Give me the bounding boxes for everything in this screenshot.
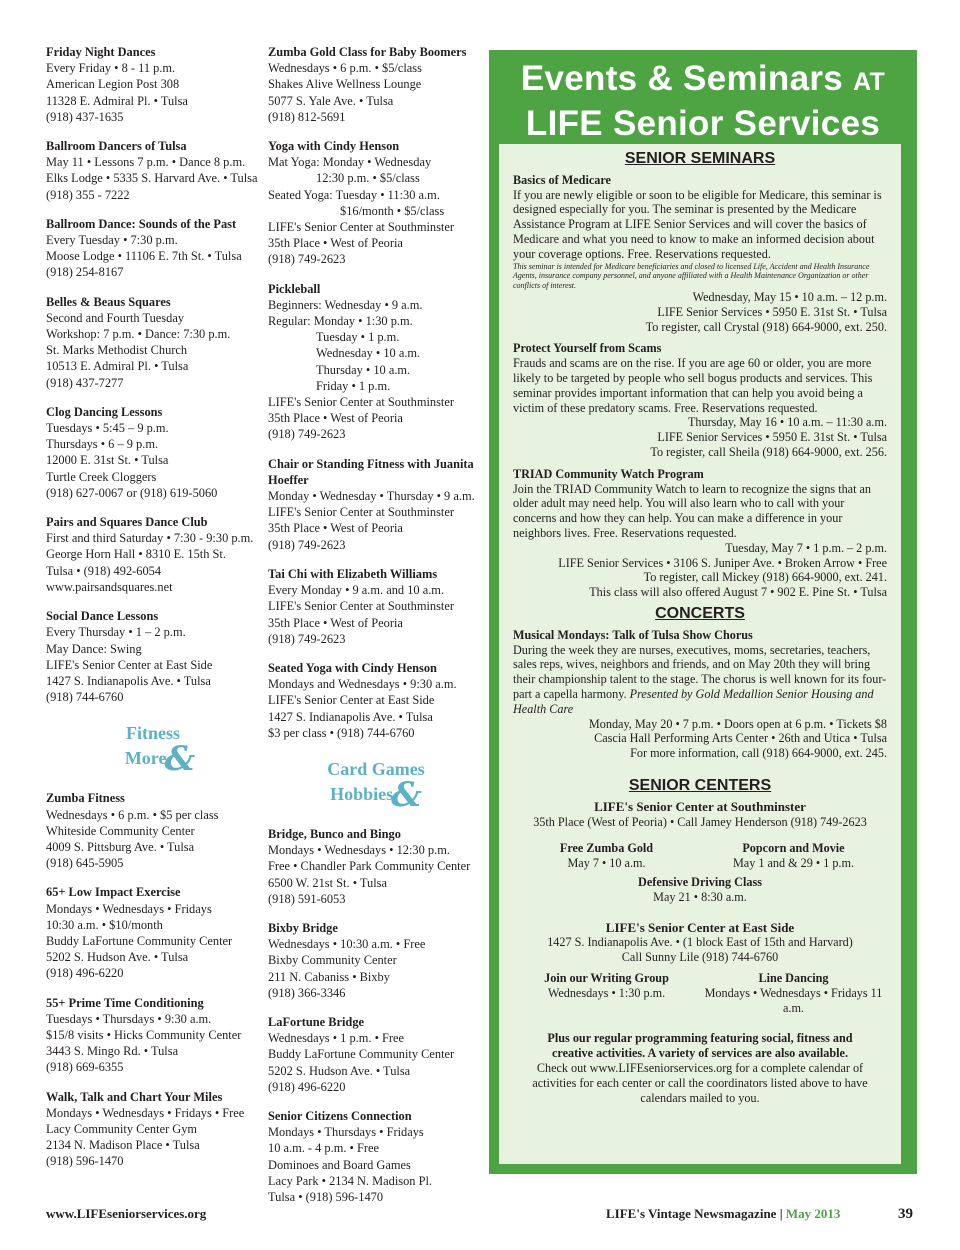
listing-line: Mondays • Wednesdays • Fridays [46,901,212,916]
listing-entry [46,514,260,595]
seminar-extra-date: This class will also offered August 7 • 902 E. Pine St. • Tulsa [589,585,887,600]
listing-line: $3 per class • (918) 744-6760 [268,725,415,740]
listing-title: 55+ Prime Time Conditioning [46,995,204,1010]
listing-line: 35th Place • West of Peoria [268,411,403,426]
listing-line: 6500 W. 21st St. • Tulsa [268,875,387,890]
concert-location: Cascia Hall Performing Arts Center • 26th and Utica • Tulsa [594,731,887,746]
concerts-heading: CONCERTS [655,605,745,623]
listing-line: (918) 254-8167 [46,265,124,280]
listing-title: Social Dance Lessons [46,609,159,624]
events-title-line1: Events & Seminars [520,59,844,98]
activity-time: May 7 • 10 a.m. [567,856,646,871]
listing-line: Workshop: 7 p.m. • Dance: 7:30 p.m. [46,327,231,342]
closing-bold-text: Plus our regular programming featuring social, fitness and creative activities. A variety of services are also available. [547,1031,853,1061]
listing-line: 10 a.m. - 4 p.m. • Free [268,1141,380,1156]
listing-line: Bixby Community Center [268,953,397,968]
listing-line: 211 N. Cabaniss • Bixby [268,969,390,984]
listing-entry [268,281,484,443]
footer-separator: | [779,1206,783,1221]
seminar-title: Protect Yourself from Scams [513,341,662,356]
listing-title: Ballroom Dancers of Tulsa [46,139,187,154]
listing-line: Elks Lodge • 5335 S. Harvard Ave. • Tulsa [46,171,258,186]
listing-line: Seated Yoga: Tuesday • 11:30 a.m. [268,187,440,202]
center-title: LIFE's Senior Center at Southminster [594,798,806,814]
center-title: LIFE's Senior Center at East Side [605,919,795,935]
listing-line: 12:30 p.m. • $5/class [316,171,420,186]
center-phone: Call Sunny Lile (918) 744-6760 [621,950,779,965]
listing-line: May 11 • Lessons 7 p.m. • Dance 8 p.m. [46,155,246,170]
concert-info: For more information, call (918) 664-9000, ext. 245. [630,746,887,761]
listing-entry [268,138,484,268]
activity-title: Popcorn and Movie [742,841,845,856]
closing-text: Check out www.LIFEseniorservices.org for a complete calendar of activities for each center or call the coordinators listed above to have calendars mailed to you. [532,1060,868,1105]
listing-line: Free • Chandler Park Community Center [268,859,471,874]
seminar-medicare [513,173,887,335]
listing-entry [268,44,484,125]
card-games-section-heading [268,758,484,815]
listing-line: Mondays • Thursdays • Fridays [268,1125,424,1140]
listing-line: First and third Saturday • 7:30 - 9:30 p.m. [46,531,254,546]
center-address: 35th Place (West of Peoria) • Call Jamey Henderson (918) 749-2623 [533,814,867,829]
listing-line: American Legion Post 308 [46,77,180,92]
activity-time: Mondays • Wednesdays • Fridays 11 a.m. [704,985,883,1015]
card-games-heading-line1: Card Games [327,758,425,779]
listing-line: 35th Place • West of Peoria [268,615,403,630]
listing-entry [46,216,260,281]
concert-body: During the week they are nurses, executives, moms, secretaries, teachers, sales reps, wives, neighbors and friends, and on May 20th they will bring their championship talent to the stage. The chorus is well known for its four-part a capella harmony. [513,642,887,701]
listing-entry [268,826,484,907]
card-games-listings [268,826,484,1205]
center-southminster [513,800,887,905]
listing-line: LIFE's Senior Center at East Side [46,657,213,672]
fitness-section-heading [46,723,260,780]
listing-line: (918) 749-2623 [268,537,346,552]
listing-entry [46,608,260,705]
listing-entry [46,44,260,125]
events-title-at: AT [853,68,886,96]
listing-line: St. Marks Methodist Church [46,343,188,358]
listing-line: Friday • 1 p.m. [316,378,391,393]
fitness-listings-continued [268,44,484,741]
activity-time: Wednesdays • 1:30 p.m. [547,985,666,1000]
listing-title: Senior Citizens Connection [268,1108,412,1123]
listing-entry [268,920,484,1001]
events-seminars-box [489,50,917,1174]
seminar-title: Basics of Medicare [513,172,611,187]
listing-line: (918) 744-6760 [46,690,124,705]
seminar-triad [513,467,887,600]
fitness-heading-line2: More [124,748,167,769]
listing-line: Mondays • Wednesdays • 12:30 p.m. [268,843,450,858]
listing-line: 1427 S. Indianapolis Ave. • Tulsa [46,673,211,688]
listing-line: (918) 437-7277 [46,375,124,390]
listing-title: Pairs and Squares Dance Club [46,515,208,530]
listing-line: (918) 645-5905 [46,856,124,871]
listing-line: (918) 749-2623 [268,631,346,646]
listing-line: (918) 749-2623 [268,252,346,267]
seminar-date: Wednesday, May 15 • 10 a.m. – 12 p.m. [692,290,887,305]
activity-time: May 1 and & 29 • 1 p.m. [732,856,855,871]
listing-line: (918) 596-1470 [46,1154,124,1169]
listing-line: Beginners: Wednesday • 9 a.m. [268,297,423,312]
magazine-name: LIFE's Vintage Newsmagazine [606,1206,777,1221]
fitness-listings [46,790,260,1169]
listing-title: Zumba Gold Class for Baby Boomers [268,45,467,59]
listing-line: (918) 812-5691 [268,109,346,124]
listing-title: Seated Yoga with Cindy Henson [268,660,437,675]
activity-title: Line Dancing [758,970,829,985]
listing-line: Wednesdays • 10:30 a.m. • Free [268,937,426,952]
listing-line: Tuesday • 1 p.m. [316,330,400,345]
listing-line: 35th Place • West of Peoria [268,521,403,536]
listing-line: Wednesdays • 6 p.m. • $5 per class [46,807,219,822]
listing-line: (918) 749-2623 [268,427,346,442]
listing-line: Wednesdays • 1 p.m. • Free [268,1031,405,1046]
concert-date: Monday, May 20 • 7 p.m. • Doors open at 6 p.m. • Tickets $8 [588,716,887,731]
concert-title: Musical Mondays: Talk of Tulsa Show Chorus [513,627,753,642]
listing-line: Wednesday • 10 a.m. [316,346,421,361]
listing-line: (918) 591-6053 [268,891,346,906]
listing-line: Dominoes and Board Games [268,1157,411,1172]
listing-line: 4009 S. Pittsburg Ave. • Tulsa [46,839,195,854]
events-box-title [489,58,917,145]
seminar-date: Tuesday, May 7 • 1 p.m. – 2 p.m. [725,540,887,555]
concert-presenter: Presented by Gold Medallion Senior Housing and Health Care [513,687,874,716]
listing-line: Tuesdays • 5:45 – 9 p.m. [46,421,169,436]
listing-title: Yoga with Cindy Henson [268,139,400,154]
listing-line: George Horn Hall • 8310 E. 15th St. [46,547,226,562]
listing-entry [46,995,260,1076]
listing-line: Thursdays • 6 – 9 p.m. [46,437,159,452]
listing-title: Zumba Fitness [46,791,125,806]
listing-line: 2134 N. Madison Place • Tulsa [46,1138,200,1153]
seminar-date: Thursday, May 16 • 10 a.m. – 11:30 a.m. [687,415,887,430]
listing-title: Pickleball [268,281,321,296]
listing-entry [268,456,484,553]
concert-talk-of-tulsa [513,628,887,761]
listing-entry [46,138,260,203]
listing-line: 12000 E. 31st St. • Tulsa [46,453,169,468]
seminar-location: LIFE Senior Services • 5950 E. 31st St. • Tulsa [657,430,887,445]
listing-line: LIFE's Senior Center at East Side [268,693,435,708]
listing-line: (918) 627-0067 or (918) 619-5060 [46,485,218,500]
closing-note [513,1031,887,1105]
listing-title: Clog Dancing Lessons [46,404,163,419]
listing-line: Shakes Alive Wellness Lounge [268,77,422,92]
listing-line: www.pairsandsquares.net [46,579,173,594]
events-box-content [499,144,901,1164]
listing-line: Every Thursday • 1 – 2 p.m. [46,625,186,640]
activity-title: Free Zumba Gold [559,841,654,856]
listing-line: Buddy LaFortune Community Center [268,1047,455,1062]
dance-listings [46,44,260,705]
listing-line: Tuesdays • Thursdays • 9:30 a.m. [46,1011,212,1026]
listing-line: Buddy LaFortune Community Center [46,933,233,948]
listing-line: 10:30 a.m. • $10/month [46,917,163,932]
listing-line: 10513 E. Admiral Pl. • Tulsa [46,359,189,374]
listing-title: Bixby Bridge [268,920,338,935]
listing-line: LIFE's Senior Center at Southminster [268,599,455,614]
activity-title: Join our Writing Group [544,970,669,985]
issue-date: May 2013 [785,1206,841,1221]
listing-line: 35th Place • West of Peoria [268,236,403,251]
seminar-location: LIFE Senior Services • 5950 E. 31st St. • Tulsa [657,304,887,319]
listing-line: Tulsa • (918) 492-6054 [46,563,162,578]
ampersand-ornament: & [391,774,422,815]
center-address: 1427 S. Indianapolis Ave. • (1 block East of 15th and Harvard) [547,935,853,950]
listing-line: Moose Lodge • 11106 E. 7th St. • Tulsa [46,249,242,264]
listing-line: $15/8 visits • Hicks Community Center [46,1027,242,1042]
listing-line: Turtle Creek Cloggers [46,469,157,484]
listing-title: Ballroom Dance: Sounds of the Past [46,216,237,231]
center-east-side [513,921,887,1016]
seminars-heading: SENIOR SEMINARS [624,150,776,167]
listing-line: $16/month • $5/class [340,203,445,218]
listing-line: (918) 355 - 7222 [46,187,130,202]
seminar-body: If you are newly eligible or soon to be eligible for Medicare, this seminar is designed especially for you. The seminar is presented by the Medicare Assistance Program at LIFE Senior Services and will cover the basics of Medicare and what you need to know to make an informed decision about your coverage options. Free. Reservations requested. [513,187,882,261]
listing-line: 5202 S. Hudson Ave. • Tulsa [46,950,189,965]
seminar-register: To register, call Sheila (918) 664-9000, ext. 256. [650,445,887,460]
seminar-body: Frauds and scams are on the rise. If you are age 60 or older, you are more likely to be targeted by people who sell bogus products and services. This seminar provides important information that can help you avoid being a victim of these predatory scams. Free. Reservations requested. [513,356,873,415]
listing-line: (918) 366-3346 [268,985,346,1000]
listing-line: 11328 E. Admiral Pl. • Tulsa [46,93,188,108]
listing-line: May Dance: Swing [46,641,142,656]
listing-line: LIFE's Senior Center at Southminster [268,220,455,235]
column-left [46,44,260,1183]
page-number: 39 [898,1206,913,1222]
listing-line: LIFE's Senior Center at Southminster [268,395,455,410]
listing-entry [268,1014,484,1095]
listing-title: Tai Chi with Elizabeth Williams [268,566,438,581]
listing-entry [46,294,260,391]
listing-title: Chair or Standing Fitness with Juanita Hoeffer [268,456,474,487]
listing-entry [46,884,260,981]
listing-line: Lacy Community Center Gym [46,1121,198,1136]
listing-title: Belles & Beaus Squares [46,294,171,309]
listing-line: LIFE's Senior Center at Southminster [268,505,455,520]
listing-entry [46,1089,260,1170]
listing-line: (918) 437-1635 [46,109,124,124]
listing-line: Lacy Park • 2134 N. Madison Pl. [268,1173,433,1188]
listing-entry [268,1108,484,1205]
listing-title: LaFortune Bridge [268,1014,365,1029]
listing-line: Mondays • Wednesdays • Fridays • Free [46,1105,245,1120]
listing-line: Thursday • 10 a.m. [316,362,411,377]
listing-entry [268,660,484,741]
activity-title: Defensive Driving Class [638,874,762,889]
listing-title: Bridge, Bunco and Bingo [268,826,401,841]
listing-line: Monday • Wednesday • Thursday • 9 a.m. [268,489,475,504]
listing-line: Every Tuesday • 7:30 p.m. [46,233,178,248]
listing-line: (918) 669-6355 [46,1060,124,1075]
listing-line: Mondays and Wednesdays • 9:30 a.m. [268,677,457,692]
listing-line: Whiteside Community Center [46,823,195,838]
seminar-location: LIFE Senior Services • 3106 S. Juniper Ave. • Broken Arrow • Free [558,555,887,570]
listing-line: 5077 S. Yale Ave. • Tulsa [268,93,394,108]
footer-website-link[interactable]: www.LIFEseniorservices.org [46,1206,207,1221]
listing-title: Friday Night Dances [46,45,156,59]
card-games-heading-line2: Hobbies [330,783,394,804]
seminar-note: This seminar is intended for Medicare beneficiaries and closed to licensed Life, Accident and Health Insurance Agents, insurance company personnel, and anyone affiliated with a Health Maintenance Organization or other conflicts of interest. [513,261,870,290]
listing-entry [46,404,260,501]
listing-line: Wednesdays • 6 p.m. • $5/class [268,61,422,76]
listing-title: 65+ Low Impact Exercise [46,885,181,900]
listing-line: Every Monday • 9 a.m. and 10 a.m. [268,583,445,598]
listing-line: Second and Fourth Tuesday [46,310,185,325]
seminar-register: To register, call Crystal (918) 664-9000, ext. 250. [645,319,887,334]
listing-line: Regular: Monday • 1:30 p.m. [268,314,413,329]
activity-time: May 21 • 8:30 a.m. [653,889,747,904]
senior-centers-heading: SENIOR CENTERS [628,776,772,794]
listing-line: 1427 S. Indianapolis Ave. • Tulsa [268,709,433,724]
listing-entry [46,790,260,871]
seminar-register: To register, call Mickey (918) 664-9000, ext. 241. [643,570,887,585]
listing-line: Tulsa • (918) 596-1470 [268,1189,384,1204]
fitness-heading-line1: Fitness [126,723,180,744]
listing-line: Mat Yoga: Monday • Wednesday [268,155,432,170]
listing-line: (918) 496-6220 [268,1079,346,1094]
listing-entry [268,566,484,647]
seminar-title: TRIAD Community Watch Program [513,466,704,481]
listing-line: 3443 S. Mingo Rd. • Tulsa [46,1044,179,1059]
listing-title: Walk, Talk and Chart Your Miles [46,1089,223,1104]
listing-line: 5202 S. Hudson Ave. • Tulsa [268,1063,411,1078]
events-title-line2: LIFE Senior Services [525,104,881,143]
ampersand-ornament: & [164,739,196,780]
column-middle [268,44,484,1218]
listing-line: Every Friday • 8 - 11 p.m. [46,61,176,76]
seminar-scams [513,341,887,459]
footer-magazine [606,1206,840,1222]
seminar-body: Join the TRIAD Community Watch to learn to recognize the signs that an older adult may need help. You will also learn who to call with your concerns and how they can help. You can make a difference in your neighbors lives. Free. Reservations requested. [513,481,872,541]
listing-line: (918) 496-6220 [46,966,124,981]
